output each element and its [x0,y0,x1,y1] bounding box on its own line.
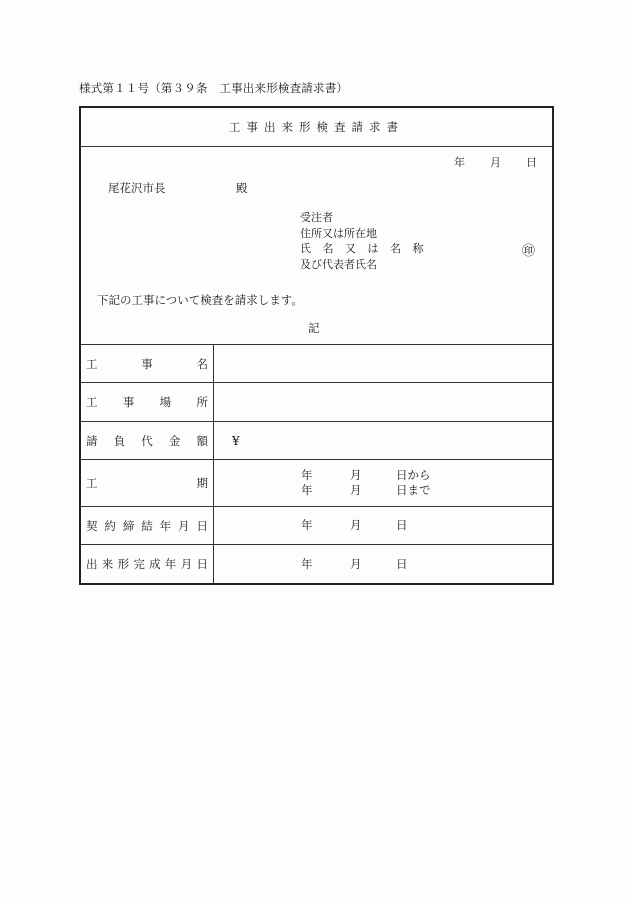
submission-date[interactable]: 年 月 日 [454,156,537,169]
ki-heading: 記 [308,321,320,335]
work-location-field[interactable] [214,383,552,421]
honorific: 殿 [236,181,248,195]
label-work-period: 工 期 [81,460,214,506]
label-work-location: 工 事 場 所 [81,383,214,421]
label-work-name: 工 事 名 [81,345,214,382]
form-number-note: 様式第１１号（第３９条 工事出来形検査請求書） [79,81,349,95]
contract-amount-field[interactable] [214,422,552,459]
contractor-name-label: 氏 名 又 は 名 称 [300,242,428,255]
request-statement: 下記の工事について検査を請求します。 [97,293,303,307]
label-contract-date: 契 約 締 結 年 月 日 [81,507,214,544]
contract-date-field[interactable]: 年 月 日 [301,518,408,532]
inspection-request-form [79,106,554,585]
period-end: 年 月 日まで [301,483,431,497]
table-row-completion-date [81,544,552,583]
seal-icon: ㊞ [522,244,536,259]
yen-sign: ¥ [232,433,240,448]
table-row-work-period [81,459,552,506]
addressee: 尾花沢市長 [108,181,166,195]
contractor-representative-label: 及び代表者氏名 [300,257,377,271]
table-row-work-location [81,382,552,421]
contractor-role: 受注者 [300,211,333,224]
label-completion-date: 出 来 形 完 成 年 月 日 [81,545,214,583]
period-start: 年 月 日から [301,468,431,482]
table-row-contract-amount [81,421,552,459]
label-contract-amount: 請 負 代 金 額 [81,422,214,459]
details-table [81,344,552,583]
work-name-field[interactable] [214,345,552,382]
form-title: 工事出来形検査請求書 [81,108,552,147]
contractor-block [300,210,427,272]
work-period-field[interactable] [214,460,552,506]
table-row-work-name [81,344,552,382]
table-row-contract-date [81,506,552,544]
completion-date-field[interactable]: 年 月 日 [301,556,408,571]
contractor-address-label: 住所又は所在地 [300,226,377,240]
